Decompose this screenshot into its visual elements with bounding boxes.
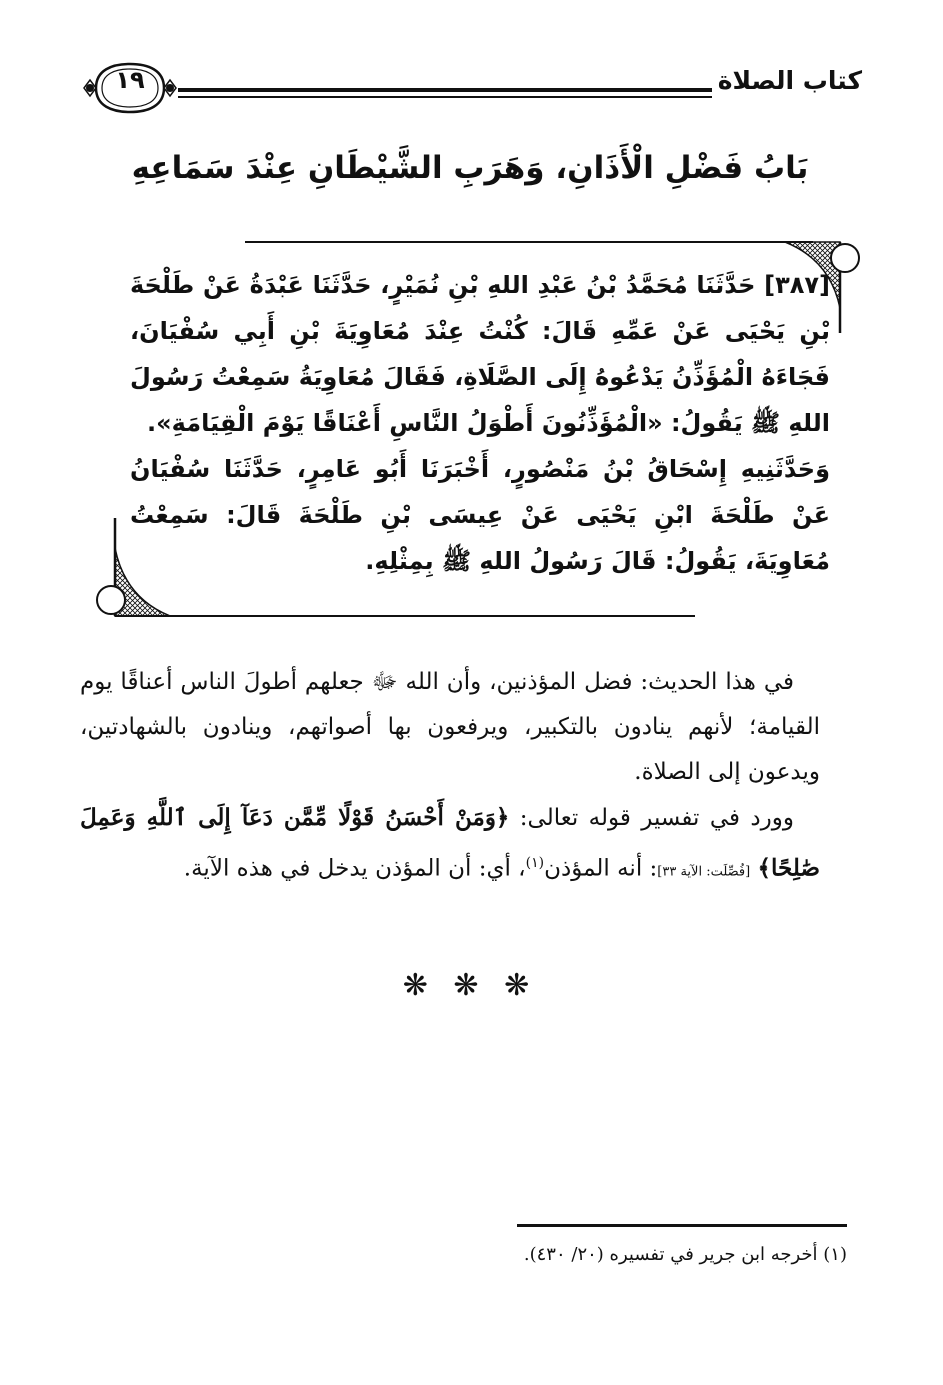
header-rule-thin	[178, 96, 712, 98]
commentary-intro: وورد في تفسير قوله تعالى:	[509, 805, 794, 831]
header-rule	[178, 88, 712, 92]
chapter-title: بَابُ فَضْلِ الْأَذَانِ، وَهَرَبِ الشَّيْطَانِ عِنْدَ سَمَاعِهِ	[131, 150, 809, 186]
commentary-text-end: ، أي: أن المؤذن يدخل في هذه الآية.	[183, 855, 526, 882]
section-separator-icon: ❋ ❋ ❋	[402, 968, 538, 1003]
hadith-text	[130, 262, 830, 584]
commentary	[80, 660, 820, 895]
page-number: ١٩	[115, 66, 145, 94]
commentary-paragraph: في هذا الحديث: فضل المؤذنين، وأن الله ﷻ جعلهم أطولَ الناس أعناقًا يوم القيامة؛ لأنهم ينادون بالتكبير، ويرفعون بها أصواتهم، وينادون بالشهادتين، ويدعون إلى الصلاة.	[80, 669, 820, 785]
quran-verse: ﴿وَمَنْ أَحْسَنُ قَوْلًا مِّمَّن دَعَآ إِلَى ٱللَّهِ وَعَمِلَ صَٰلِحًا﴾	[80, 804, 820, 882]
commentary-text: : أنه المؤذن	[544, 855, 658, 882]
page-header	[82, 52, 862, 124]
verse-reference: [فُصِّلَت: الآية ٣٣]	[657, 864, 751, 880]
commentary-paragraph	[80, 795, 820, 895]
hadith-paragraph: وَحَدَّثَنِيهِ إِسْحَاقُ بْنُ مَنْصُورٍ، أَخْبَرَنَا أَبُو عَامِرٍ، حَدَّثَنَا سُفْيَانُ عَنْ طَلْحَةَ ابْنِ يَحْيَى عَنْ عِيسَى بْنِ طَلْحَةَ قَالَ: سَمِعْتُ مُعَاوِيَةَ، يَقُولُ: قَالَ رَسُولُ اللهِ ﷺ بِمِثْلِهِ.	[130, 455, 830, 575]
running-title: كتاب الصلاة	[717, 66, 862, 95]
footnote-marker: (١)	[525, 855, 545, 871]
footnote: (١) أخرجه ابن جرير في تفسيره (٢٠/ ٤٣٠).	[523, 1244, 847, 1265]
hadith-paragraph: [٣٨٧] حَدَّثَنَا مُحَمَّدُ بْنُ عَبْدِ اللهِ بْنِ نُمَيْرٍ، حَدَّثَنَا عَبْدَةُ عَنْ طَلْحَةَ بْنِ يَحْيَى عَنْ عَمِّهِ قَالَ: كُنْتُ عِنْدَ مُعَاوِيَةَ بْنِ أَبِي سُفْيَانَ، فَجَاءَهُ الْمُؤَذِّنُ يَدْعُوهُ إِلَى الصَّلَاةِ، فَقَالَ مُعَاوِيَةُ سَمِعْتُ رَسُولَ اللهِ ﷺ يَقُولُ: «الْمُؤَذِّنُونَ أَطْوَلُ النَّاسِ أَعْنَاقًا يَوْمَ الْقِيَامَةِ».	[130, 271, 830, 437]
footnote-rule	[517, 1224, 847, 1227]
